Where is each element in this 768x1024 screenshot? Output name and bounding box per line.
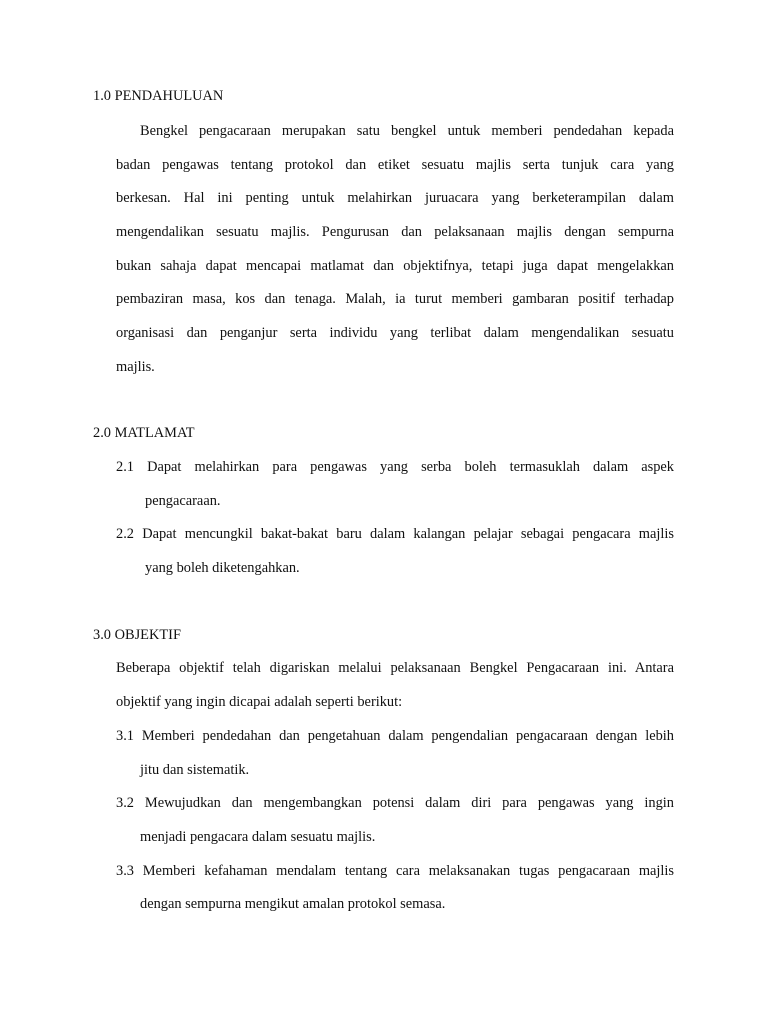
paragraph-line: organisasi dan penganjur serta individu yang terlibat dalam mengendalikan sesuatu bbox=[116, 325, 674, 341]
list-item-line: 2.1 Dapat melahirkan para pengawas yang serba boleh termasuklah dalam aspek bbox=[116, 459, 674, 475]
list-item-line: pengacaraan. bbox=[145, 493, 221, 509]
paragraph-line: berkesan. Hal ini penting untuk melahirkan juruacara yang berketerampilan dalam bbox=[116, 190, 674, 206]
paragraph-line: majlis. bbox=[116, 359, 155, 375]
intro-line: Beberapa objektif telah digariskan melalui pelaksanaan Bengkel Pengacaraan ini. Antara bbox=[116, 660, 674, 676]
list-item-line: dengan sempurna mengikut amalan protokol semasa. bbox=[140, 896, 446, 912]
paragraph-line: bukan sahaja dapat mencapai matlamat dan objektifnya, tetapi juga dapat mengelakkan bbox=[116, 258, 674, 274]
list-item-line: yang boleh diketengahkan. bbox=[145, 560, 300, 576]
paragraph-line: badan pengawas tentang protokol dan etiket sesuatu majlis serta tunjuk cara yang bbox=[116, 157, 674, 173]
paragraph-line: mengendalikan sesuatu majlis. Pengurusan dan pelaksanaan majlis dengan sempurna bbox=[116, 224, 674, 240]
list-item-line: 2.2 Dapat mencungkil bakat-bakat baru dalam kalangan pelajar sebagai pengacara majlis bbox=[116, 526, 674, 542]
list-item-line: menjadi pengacara dalam sesuatu majlis. bbox=[140, 829, 376, 845]
list-item-line: 3.3 Memberi kefahaman mendalam tentang cara melaksanakan tugas pengacaraan majlis bbox=[116, 863, 674, 879]
paragraph-line: pembaziran masa, kos dan tenaga. Malah, ia turut memberi gambaran positif terhadap bbox=[116, 291, 674, 307]
list-item-line: jitu dan sistematik. bbox=[140, 762, 250, 778]
section-heading-objektif: 3.0 OBJEKTIF bbox=[93, 627, 181, 643]
section-heading-pendahuluan: 1.0 PENDAHULUAN bbox=[93, 88, 224, 104]
list-item-line: 3.1 Memberi pendedahan dan pengetahuan dalam pengendalian pengacaraan dengan lebih bbox=[116, 728, 674, 744]
section-heading-matlamat: 2.0 MATLAMAT bbox=[93, 425, 195, 441]
intro-line: objektif yang ingin dicapai adalah seperti berikut: bbox=[116, 694, 403, 710]
list-item-line: 3.2 Mewujudkan dan mengembangkan potensi dalam diri para pengawas yang ingin bbox=[116, 795, 674, 811]
paragraph-line: Bengkel pengacaraan merupakan satu bengkel untuk memberi pendedahan kepada bbox=[140, 123, 674, 139]
